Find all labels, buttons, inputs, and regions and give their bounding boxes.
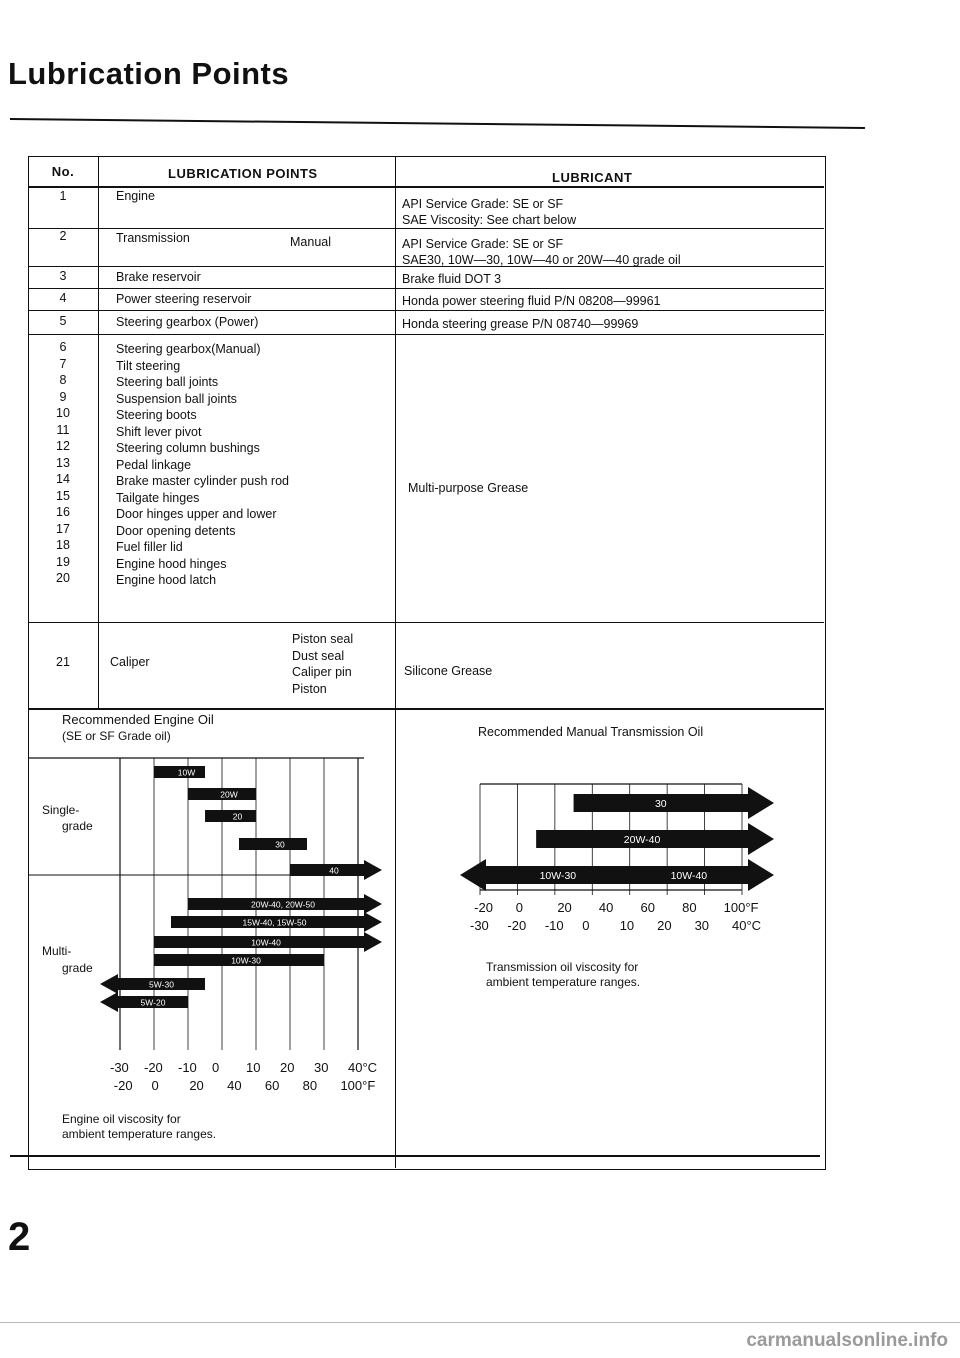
axis-tick-label: 0 [212, 1060, 220, 1075]
row-number: 8 [59, 373, 67, 387]
axis-tick-label: -10 [178, 1060, 197, 1075]
lubrication-sub: Manual [290, 235, 331, 249]
bottom-rule [10, 1155, 820, 1157]
row-number: 10 [56, 406, 70, 420]
oil-range-bar [154, 766, 205, 778]
row-line [28, 310, 824, 311]
row-number: 3 [59, 269, 67, 283]
header-lubricant: LUBRICANT [552, 170, 633, 185]
page-number: 2 [8, 1215, 31, 1259]
bar-arrow [100, 974, 118, 994]
bar-label: 10W-40 [251, 937, 281, 948]
axis-tick-label: -10 [544, 918, 564, 933]
bar-label: 20W [220, 789, 238, 800]
bar-label: 30 [275, 839, 285, 850]
axis-tick-label: 20 [189, 1078, 204, 1093]
axis-tick-label: -20 [474, 900, 493, 915]
col-line [395, 708, 396, 1168]
lubrication-point: Shift lever pivot [116, 424, 202, 439]
row-line [28, 622, 824, 623]
lubrication-point: Transmission [116, 231, 190, 245]
axis-tick-label: 20 [557, 900, 572, 915]
row-line [28, 708, 824, 710]
lubrication-point: Caliper [110, 655, 150, 669]
lubrication-point: Engine hood latch [116, 573, 217, 587]
bar-label: 10W-40 [670, 870, 708, 882]
lubrication-point: Suspension ball joints [116, 391, 237, 406]
trans-chart-heading: Recommended Manual Transmission Oil [478, 725, 704, 739]
axis-tick-label: 40°C [732, 918, 762, 933]
bar-body [290, 864, 364, 876]
title-rule [10, 118, 865, 129]
row-number: 17 [56, 521, 70, 536]
bar-body [239, 838, 307, 850]
row-number: 19 [56, 554, 70, 569]
axis-tick-label: -30 [470, 918, 489, 933]
bar-label: 5W-20 [140, 997, 166, 1008]
axis-tick-label: 10 [619, 918, 635, 933]
lubrication-point: Steering column bushings [116, 441, 260, 455]
engine-chart-caption: Engine oil viscosity for [62, 1112, 181, 1126]
bar-arrow [748, 859, 774, 891]
axis-tick-label: 80 [682, 900, 697, 915]
row-line [28, 334, 824, 335]
row-number: 7 [59, 356, 67, 371]
oil-range-bar [574, 787, 774, 819]
col-line [98, 156, 99, 708]
row-line [28, 288, 824, 289]
bar-label: 10W-30 [231, 955, 261, 966]
axis-tick-label: 60 [264, 1078, 280, 1093]
row-line [28, 228, 824, 229]
oil-range-bar [536, 823, 774, 855]
lubrication-sub: Piston [292, 681, 327, 696]
engine-chart-subheading: (SE or SF Grade oil) [62, 729, 171, 743]
bar-label: 20W-40 [623, 834, 661, 846]
row-number: 4 [59, 291, 67, 305]
engine-chart-caption: ambient temperature ranges. [62, 1127, 217, 1141]
axis-tick-label: 30 [694, 918, 710, 933]
watermark: carmanualsonline.info [746, 1330, 948, 1351]
lubrication-point: Pedal linkage [116, 457, 192, 472]
oil-range-bar [205, 810, 256, 822]
row-number: 16 [56, 505, 70, 519]
axis-tick-label: -20 [113, 1078, 133, 1093]
col-line [395, 156, 396, 708]
bar-arrow [748, 823, 774, 855]
bar-arrow [364, 932, 382, 952]
bar-label: 20W-40, 20W-50 [251, 899, 315, 910]
trans-fahrenheit-axis [400, 900, 820, 918]
lubrication-sub: Piston seal [292, 632, 354, 646]
axis-tick-label: 10 [246, 1060, 261, 1075]
axis-tick-label: -20 [507, 918, 527, 933]
trans-chart-caption: Transmission oil viscosity for [486, 960, 639, 974]
bar-arrow [364, 894, 382, 914]
bar-arrow [100, 992, 118, 1012]
lubrication-point: Power steering reservoir [116, 292, 252, 306]
lubrication-point: Engine [116, 189, 155, 203]
lubrication-point: Door opening detents [116, 523, 236, 538]
bar-label: 15W-40, 15W-50 [242, 917, 307, 928]
single-grade-label: Single- [42, 803, 80, 817]
oil-range-bar [171, 912, 382, 932]
row-number: 11 [56, 422, 70, 437]
header-points: LUBRICATION POINTS [168, 166, 318, 181]
bar-label: 10W-30 [539, 870, 577, 882]
trans-oil-chart [440, 740, 820, 920]
single-grade-label: grade [62, 819, 93, 833]
bar-label: 10W [177, 767, 196, 778]
axis-tick-label: 30 [314, 1060, 329, 1075]
lubricant-text: Silicone Grease [404, 664, 493, 678]
header-no: No. [51, 164, 75, 179]
axis-tick-label: 40 [598, 900, 614, 915]
lubrication-point: Steering gearbox(Manual) [116, 342, 261, 356]
row-number: 13 [56, 455, 70, 470]
row-number: 18 [56, 538, 70, 552]
axis-tick-label: 100°F [723, 900, 759, 915]
axis-tick-label: 60 [640, 900, 655, 915]
page-title: Lubrication Points [8, 56, 290, 91]
lubrication-point: Steering ball joints [116, 375, 219, 389]
axis-tick-label: 20 [280, 1060, 295, 1075]
bar-label: 40 [329, 865, 339, 876]
bar-body [205, 810, 256, 822]
lubrication-point: Engine hood hinges [116, 556, 227, 571]
lubrication-point: Tailgate hinges [116, 490, 200, 505]
bar-label: 30 [654, 798, 667, 810]
engine-celsius-axis [0, 1060, 400, 1078]
row-number: 15 [56, 488, 70, 503]
axis-tick-label: 20 [657, 918, 672, 933]
lubrication-point: Steering gearbox (Power) [116, 315, 259, 329]
row-number: 9 [59, 389, 67, 404]
multi-grade-label: grade [62, 961, 93, 975]
oil-range-bar [460, 859, 630, 891]
trans-chart-caption: ambient temperature ranges. [486, 975, 641, 989]
row-number: 6 [59, 340, 67, 354]
lubrication-sub: Dust seal [292, 648, 345, 663]
oil-range-bar [239, 838, 307, 850]
row-number: 1 [59, 189, 67, 203]
axis-tick-label: 100°F [340, 1078, 376, 1093]
axis-tick-label: 40°C [348, 1060, 378, 1075]
grease-points [116, 342, 289, 590]
row-number: 21 [56, 655, 70, 669]
axis-tick-label: 40 [227, 1078, 242, 1093]
oil-range-bar [154, 954, 324, 966]
bar-arrow [460, 859, 486, 891]
bar-arrow [364, 860, 382, 880]
trans-celsius-axis [400, 918, 820, 936]
lubricant-text: SAE30, 10W—30, 10W—40 or 20W—40 grade oil [402, 253, 681, 267]
multi-grade-label: Multi- [42, 944, 72, 958]
lubricant-text: Honda steering grease P/N 08740—99969 [402, 317, 639, 331]
lubrication-point: Brake reservoir [116, 270, 201, 284]
lubricant-text: API Service Grade: SE or SF [402, 237, 564, 251]
engine-oil-chart [28, 740, 388, 1060]
lubrication-point: Tilt steering [116, 358, 181, 373]
row-number: 2 [59, 229, 67, 243]
engine-fahrenheit-axis [0, 1078, 400, 1096]
lubricant-text: Multi-purpose Grease [408, 481, 529, 495]
lubrication-point: Fuel filler lid [116, 540, 183, 554]
engine-chart-heading: Recommended Engine Oil [62, 712, 214, 727]
lubricant-text: SAE Viscosity: See chart below [402, 213, 577, 227]
axis-tick-label: 80 [302, 1078, 318, 1093]
oil-range-bar [188, 788, 256, 800]
bar-label: 5W-30 [149, 979, 174, 990]
axis-tick-label: 0 [582, 918, 590, 933]
axis-tick-label: 0 [151, 1078, 159, 1093]
grease-numbers [28, 340, 98, 588]
oil-range-bar [100, 992, 188, 1012]
axis-tick-label: -20 [144, 1060, 163, 1075]
oil-range-bar [100, 974, 205, 994]
oil-range-bar [290, 860, 382, 880]
lubrication-sub: Caliper pin [292, 665, 352, 679]
row-number: 5 [59, 314, 67, 328]
lubricant-text: Brake fluid DOT 3 [402, 272, 502, 286]
footer-rule [0, 1322, 960, 1323]
caliper-subs [292, 632, 353, 698]
row-number: 12 [56, 439, 70, 453]
axis-tick-label: -30 [110, 1060, 129, 1075]
lubricant-text: API Service Grade: SE or SF [402, 197, 564, 211]
bar-arrow [748, 787, 774, 819]
axis-tick-label: 0 [515, 900, 523, 915]
row-number: 20 [56, 571, 70, 585]
lubrication-point: Steering boots [116, 408, 197, 422]
lubrication-point: Brake master cylinder push rod [116, 474, 289, 488]
row-number: 14 [56, 472, 70, 486]
bar-label: 20 [232, 811, 243, 822]
oil-range-bar [188, 894, 382, 914]
lubricant-text: Honda power steering fluid P/N 08208—99961 [402, 294, 661, 308]
bar-arrow [364, 912, 382, 932]
oil-range-bar [630, 859, 774, 891]
lubrication-point: Door hinges upper and lower [116, 507, 277, 521]
